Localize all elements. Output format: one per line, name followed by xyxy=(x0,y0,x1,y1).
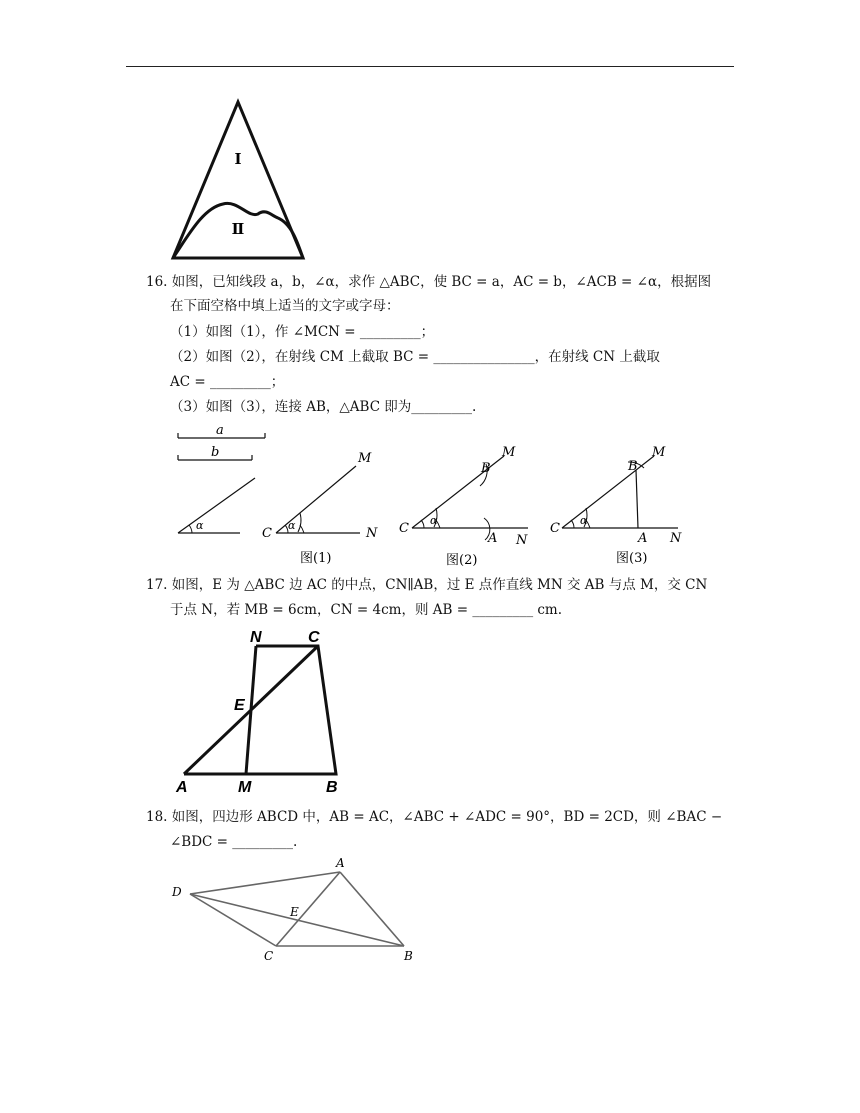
fig1-C-label: C xyxy=(262,526,272,541)
q16-line-5: AC = _________； xyxy=(170,374,285,390)
q17-E-label: E xyxy=(234,697,245,714)
given-alpha-label: α xyxy=(196,519,204,532)
fig2-C-label: C xyxy=(399,521,409,536)
q16-construction-figure xyxy=(170,420,710,570)
q18-C-label: C xyxy=(264,949,274,963)
segment-b-label: b xyxy=(211,445,220,460)
fig1-N-label: N xyxy=(366,526,378,541)
fig2-alpha-label: α xyxy=(430,514,438,527)
q17-line-1: 17. 如图，E 为 △ABC 边 AC 的中点，CN∥AB，过 E 点作直线 MN 交 AB 与点 M，交 CN xyxy=(146,577,708,593)
region-I-label: I xyxy=(234,150,242,168)
fig2-B-label: B xyxy=(481,461,491,476)
region-II-label: Ⅱ xyxy=(231,220,245,238)
fig2-N-label: N xyxy=(516,533,528,548)
fig3-M-label: M xyxy=(652,445,666,460)
q17-B-label: B xyxy=(326,779,338,796)
q17-A-label: A xyxy=(176,779,188,796)
fig1-M-label: M xyxy=(358,451,372,466)
segment-a-label: a xyxy=(216,423,224,438)
fig3-A-label: A xyxy=(638,531,648,546)
fig2-M-label: M xyxy=(502,445,516,460)
triangle-regions-figure xyxy=(168,96,308,266)
q18-line-1: 18. 如图，四边形 ABCD 中，AB = AC，∠ABC + ∠ADC = 90°，BD = 2CD，则 ∠BAC − xyxy=(146,809,723,825)
q18-E-label: E xyxy=(290,905,299,919)
fig3-B-label: B xyxy=(628,459,638,474)
q18-quadrilateral-figure xyxy=(168,850,428,970)
q18-D-label: D xyxy=(172,885,182,899)
q17-C-label: C xyxy=(308,629,320,646)
q16-line-2: 在下面空格中填上适当的文字或字母： xyxy=(170,298,400,314)
fig3-alpha-label: α xyxy=(580,514,588,527)
fig2-caption: 图(2) xyxy=(446,553,478,568)
q16-line-6: （3）如图（3），连接 AB，△ABC 即为_________. xyxy=(170,399,477,415)
q16-line-1: 16. 如图，已知线段 a，b，∠α，求作 △ABC，使 BC = a，AC = b，∠ACB = ∠α，根据图 xyxy=(146,274,712,290)
q17-N-label: N xyxy=(250,629,262,646)
fig3-C-label: C xyxy=(550,521,560,536)
q18-line-2: ∠BDC = _________. xyxy=(170,834,298,850)
q16-line-4: （2）如图（2），在射线 CM 上截取 BC = _______________，在射线 CN 上截取 xyxy=(170,349,660,365)
fig1-alpha-label: α xyxy=(288,519,296,532)
fig2-A-label: A xyxy=(488,531,498,546)
fig3-caption: 图(3) xyxy=(616,551,648,566)
fig1-caption: 图(1) xyxy=(300,551,332,566)
q17-M-label: M xyxy=(238,779,252,796)
q17-trapezoid-figure xyxy=(170,624,360,802)
fig3-N-label: N xyxy=(670,531,682,546)
header-rule xyxy=(126,66,734,67)
q18-B-label: B xyxy=(404,949,413,963)
q16-line-3: （1）如图（1），作 ∠MCN = _________； xyxy=(170,324,435,340)
q18-A-label: A xyxy=(336,856,345,870)
q17-line-2: 于点 N，若 MB = 6cm，CN = 4cm，则 AB = _________ cm. xyxy=(170,602,563,618)
